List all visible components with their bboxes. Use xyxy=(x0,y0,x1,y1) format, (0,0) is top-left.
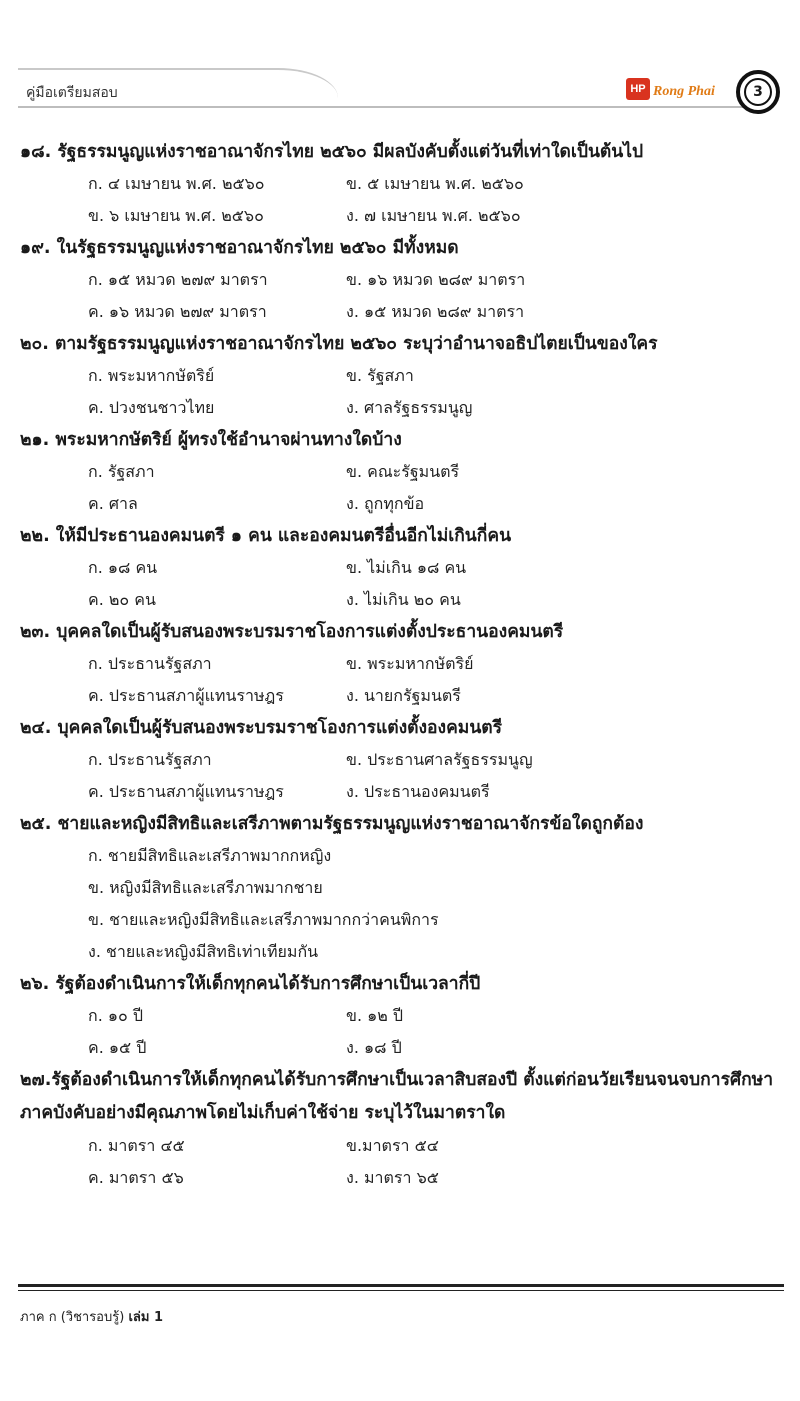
option: ก. ประธานรัฐสภา xyxy=(88,750,212,769)
option: ข. ๑๒ ปี xyxy=(346,1006,404,1025)
question-22: ๒๒. ให้มีประธานองคมนตรี ๑ คน และองคมนตรีอื่นอีกไม่เกินกี่คน xyxy=(20,526,512,546)
footer-section: ภาค ก (วิชารอบรู้) xyxy=(20,1310,125,1325)
option: ค. ศาล xyxy=(88,494,138,513)
option: ง. ถูกทุกข้อ xyxy=(346,494,425,513)
options-row xyxy=(20,264,790,296)
options-row xyxy=(20,936,790,968)
question-19: ๑๙. ในรัฐธรรมนูญแห่งราชอาณาจักรไทย ๒๕๖๐ มีทั้งหมด xyxy=(20,238,459,258)
question-list xyxy=(20,136,790,1194)
option: ก. พระมหากษัตริย์ xyxy=(88,366,215,385)
option: ค. มาตรา ๕๖ xyxy=(88,1168,184,1187)
options-row xyxy=(20,488,790,520)
option: ก. ๑๕ หมวด ๒๗๙ มาตรา xyxy=(88,270,268,289)
option: ค. ๑๖ หมวด ๒๗๙ มาตรา xyxy=(88,302,267,321)
option: ค. ประธานสภาผู้แทนราษฎร xyxy=(88,686,284,705)
publisher-logo xyxy=(626,78,715,100)
header-title: คู่มือเตรียมสอบ xyxy=(26,85,118,101)
option: ก. ๑๐ ปี xyxy=(88,1006,144,1025)
option: ก. ประธานรัฐสภา xyxy=(88,654,212,673)
question-21: ๒๑. พระมหากษัตริย์ ผู้ทรงใช้อำนาจผ่านทางใดบ้าง xyxy=(20,430,402,450)
options-row xyxy=(20,680,790,712)
options-row xyxy=(20,1000,790,1032)
option: ก. ๔ เมษายน พ.ศ. ๒๕๖๐ xyxy=(88,174,265,193)
question-18: ๑๘. รัฐธรรมนูญแห่งราชอาณาจักรไทย ๒๕๖๐ มีผลบังคับตั้งแต่วันที่เท่าใดเป็นต้นไป xyxy=(20,142,644,162)
question-26: ๒๖. รัฐต้องดำเนินการให้เด็กทุกคนได้รับการศึกษาเป็นเวลากี่ปี xyxy=(20,974,481,994)
options-row xyxy=(20,552,790,584)
header-divider xyxy=(18,106,754,108)
option: ข. ๖ เมษายน พ.ศ. ๒๕๖๐ xyxy=(88,206,264,225)
footer-volume: เล่ม 1 xyxy=(128,1310,163,1325)
option: ก. ๑๘ คน xyxy=(88,558,158,577)
logo-text: Rong Phai xyxy=(653,84,715,99)
option: ค. ๑๕ ปี xyxy=(88,1038,147,1057)
footer-divider-thin xyxy=(18,1290,784,1291)
options-row xyxy=(20,1130,790,1162)
logo-mark-icon: HP xyxy=(626,78,650,100)
question-20: ๒๐. ตามรัฐธรรมนูญแห่งราชอาณาจักรไทย ๒๕๖๐ ระบุว่าอำนาจอธิปไตยเป็นของใคร xyxy=(20,334,658,354)
option: ข. ชายและหญิงมีสิทธิและเสรีภาพมากกว่าคนพิการ xyxy=(88,910,439,929)
options-row xyxy=(20,296,790,328)
option: ง. ๗ เมษายน พ.ศ. ๒๕๖๐ xyxy=(346,206,521,225)
options-row xyxy=(20,1032,790,1064)
question-27: ๒๗.รัฐต้องดำเนินการให้เด็กทุกคนได้รับการศึกษาเป็นเวลาสิบสองปี ตั้งแต่ก่อนวัยเรียนจนจบการศึกษาภาคบังคับอย่างมีคุณภาพโดยไม่เก็บค่าใช้จ่าย ระบุไว้ในมาตราใด xyxy=(20,1070,774,1123)
options-row xyxy=(20,584,790,616)
option: ง. ๑๕ หมวด ๒๘๙ มาตรา xyxy=(346,302,525,321)
page-number-badge xyxy=(736,70,780,114)
options-row xyxy=(20,744,790,776)
options-row xyxy=(20,840,790,872)
options-row xyxy=(20,360,790,392)
options-row xyxy=(20,200,790,232)
option: ง. มาตรา ๖๕ xyxy=(346,1168,439,1187)
question-23: ๒๓. บุคคลใดเป็นผู้รับสนองพระบรมราชโองการแต่งตั้งประธานองคมนตรี xyxy=(20,622,564,642)
option: ง. ๑๘ ปี xyxy=(346,1038,402,1057)
option: ง. ไม่เกิน ๒๐ คน xyxy=(346,590,461,609)
option: ข. ประธานศาลรัฐธรรมนูญ xyxy=(346,750,533,769)
page-header xyxy=(0,0,800,115)
question-25: ๒๕. ชายและหญิงมีสิทธิและเสรีภาพตามรัฐธรรมนูญแห่งราชอาณาจักรข้อใดถูกต้อง xyxy=(20,814,644,834)
option: ข. ไม่เกิน ๑๘ คน xyxy=(346,558,467,577)
options-row xyxy=(20,1162,790,1194)
options-row xyxy=(20,648,790,680)
options-row xyxy=(20,392,790,424)
option: ง. ชายและหญิงมีสิทธิเท่าเทียมกัน xyxy=(88,942,319,961)
question-24: ๒๔. บุคคลใดเป็นผู้รับสนองพระบรมราชโองการแต่งตั้งองคมนตรี xyxy=(20,718,503,738)
option: ก. รัฐสภา xyxy=(88,462,155,481)
option: ค. ๒๐ คน xyxy=(88,590,156,609)
option: ข. ๕ เมษายน พ.ศ. ๒๕๖๐ xyxy=(346,174,524,193)
option: ค. ประธานสภาผู้แทนราษฎร xyxy=(88,782,284,801)
option: ก. มาตรา ๔๕ xyxy=(88,1136,185,1155)
option: ก. ชายมีสิทธิและเสรีภาพมากกหญิง xyxy=(88,846,332,865)
options-row xyxy=(20,904,790,936)
option: ข. พระมหากษัตริย์ xyxy=(346,654,474,673)
options-row xyxy=(20,168,790,200)
option: ข. รัฐสภา xyxy=(346,366,414,385)
options-row xyxy=(20,456,790,488)
option: ข. คณะรัฐมนตรี xyxy=(346,462,460,481)
option: ง. นายกรัฐมนตรี xyxy=(346,686,461,705)
page-number: 3 xyxy=(744,78,772,106)
option: ง. ศาลรัฐธรรมนูญ xyxy=(346,398,473,417)
option: ข. ๑๖ หมวด ๒๘๙ มาตรา xyxy=(346,270,526,289)
option: ค. ปวงชนชาวไทย xyxy=(88,398,215,417)
footer-divider xyxy=(18,1284,784,1287)
option: ง. ประธานองคมนตรี xyxy=(346,782,490,801)
option: ข. หญิงมีสิทธิและเสรีภาพมากชาย xyxy=(88,878,323,897)
option: ข.มาตรา ๕๔ xyxy=(346,1136,439,1155)
page-footer xyxy=(20,1306,163,1327)
options-row xyxy=(20,872,790,904)
options-row xyxy=(20,776,790,808)
